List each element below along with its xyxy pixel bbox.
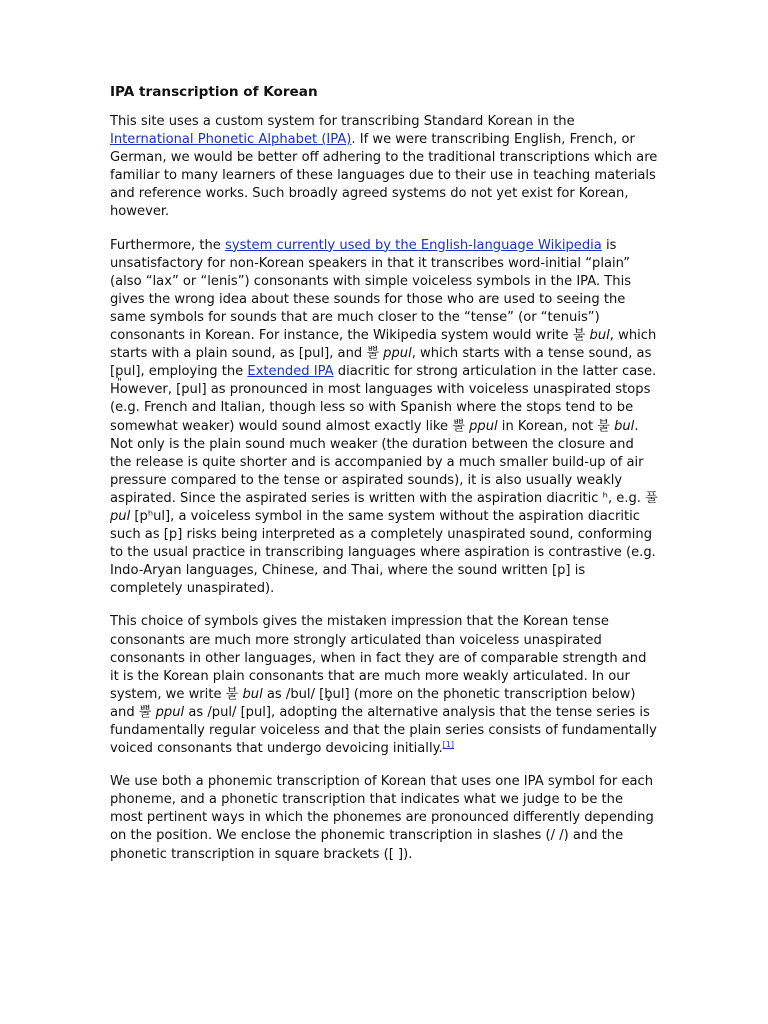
text-segment: as /bul/ [b̥ul] (more on the phonetic transcription below) and 뿔 xyxy=(110,686,636,720)
romanization-bul: bul xyxy=(614,418,635,434)
text-segment: . Not only is the plain sound much weaker (the duration between the closure and the release is quite shorter and is accompanied by a much smaller build-up of air pressure compared to the tense or aspirated sounds), it is also usually weakly aspirated. Since the aspirated series is written with the aspiration diacritic ʰ, e.g. 풀 xyxy=(110,418,658,506)
romanization-ppul: ppul xyxy=(155,704,185,720)
extended-ipa-link[interactable]: Extended IPA xyxy=(247,364,334,380)
page-title: IPA transcription of Korean xyxy=(110,84,318,100)
text-segment: Furthermore, the xyxy=(110,237,226,253)
text-segment: , which starts with a plain sound, as [pul], and 뿔 xyxy=(110,328,657,362)
text-segment: [pʰul], a voiceless symbol in the same system without the aspiration diacritic such as [p] risks being interpreted as a completely unaspirated sound, conforming to the usual practice in transcribing languages where aspiration is contrastive (e.g. Indo-Aryan languages, Chinese, and Thai, where the sound written [p] is completely unaspirated). xyxy=(110,508,656,597)
text-segment: in Korean, not 불 xyxy=(497,418,615,434)
document-page xyxy=(110,82,658,879)
romanization-ppul: ppul xyxy=(383,346,412,362)
text-segment: This choice of symbols gives the mistaken impression that the Korean tense consonants are much more strongly articulated than voiceless unaspirated consonants in other languages, when in fact they are of comparable strength and it is the Korean plain consonants that are much more weakly articulated. In our system, we write 불 xyxy=(110,614,647,702)
text-segment: , which starts with a tense sound, as [p͈ul], employing the xyxy=(110,346,652,380)
romanization-bul: bul xyxy=(589,328,610,344)
paragraph-transcription-types: We use both a phonemic transcription of Korean that uses one IPA symbol for each phoneme, and a phonetic transcription that indicates what we judge to be the most pertinent ways in which the phonemes are pronounced differently depending on the position. We enclose the phonemic transcription in slashes (/ /) and the phonetic transcription in square brackets ([ ]). xyxy=(110,774,654,862)
romanization-ppul: ppul xyxy=(469,418,498,434)
text-segment: This site uses a custom system for transcribing Standard Korean in the xyxy=(110,114,575,129)
text-segment: . If we were transcribing English, French, or German, we would be better off adhering to the traditional transcriptions which are familiar to many learners of these languages due to their use in teaching materials and reference works. Such broadly agreed systems do not yet exist for Korean, however. xyxy=(110,132,658,220)
footnote-link[interactable]: [1] xyxy=(442,740,454,750)
text-segment: as /pul/ [pul], adopting the alternative analysis that the tense series is fundamentally regular voiceless and that the plain series consists of fundamentally voiced consonants that undergo devoicing initially. xyxy=(110,704,657,757)
text-segment: is unsatisfactory for non-Korean speakers in that it transcribes word-initial “plain” (also “lax” or “lenis”) consonants with simple voiceless symbols in the IPA. This gives the wrong idea about these sounds for those who are used to seeing the same symbols for sounds that are much closer to the “tense” (or “tenuis”) consonants in Korean. For instance, the Wikipedia system would write 불 xyxy=(110,237,632,344)
paragraph-intro xyxy=(110,113,658,222)
paragraph-wikipedia-critique xyxy=(110,237,658,599)
paragraph-symbol-choice xyxy=(110,613,658,758)
ipa-link[interactable]: International Phonetic Alphabet (IPA) xyxy=(110,132,352,148)
text-segment: diacritic for strong articulation in the latter case. However, [pul] as pronounced in most languages with voiceless unaspirated stops (e.g. French and Italian, though less so with Spanish where the stops tend to be somewhat weaker) would sound almost exactly like 뿔 xyxy=(110,364,657,434)
romanization-pul: pul xyxy=(110,508,131,524)
romanization-bul: bul xyxy=(242,686,263,702)
wikipedia-system-link[interactable]: system currently used by the English-language Wikipedia xyxy=(225,237,602,253)
